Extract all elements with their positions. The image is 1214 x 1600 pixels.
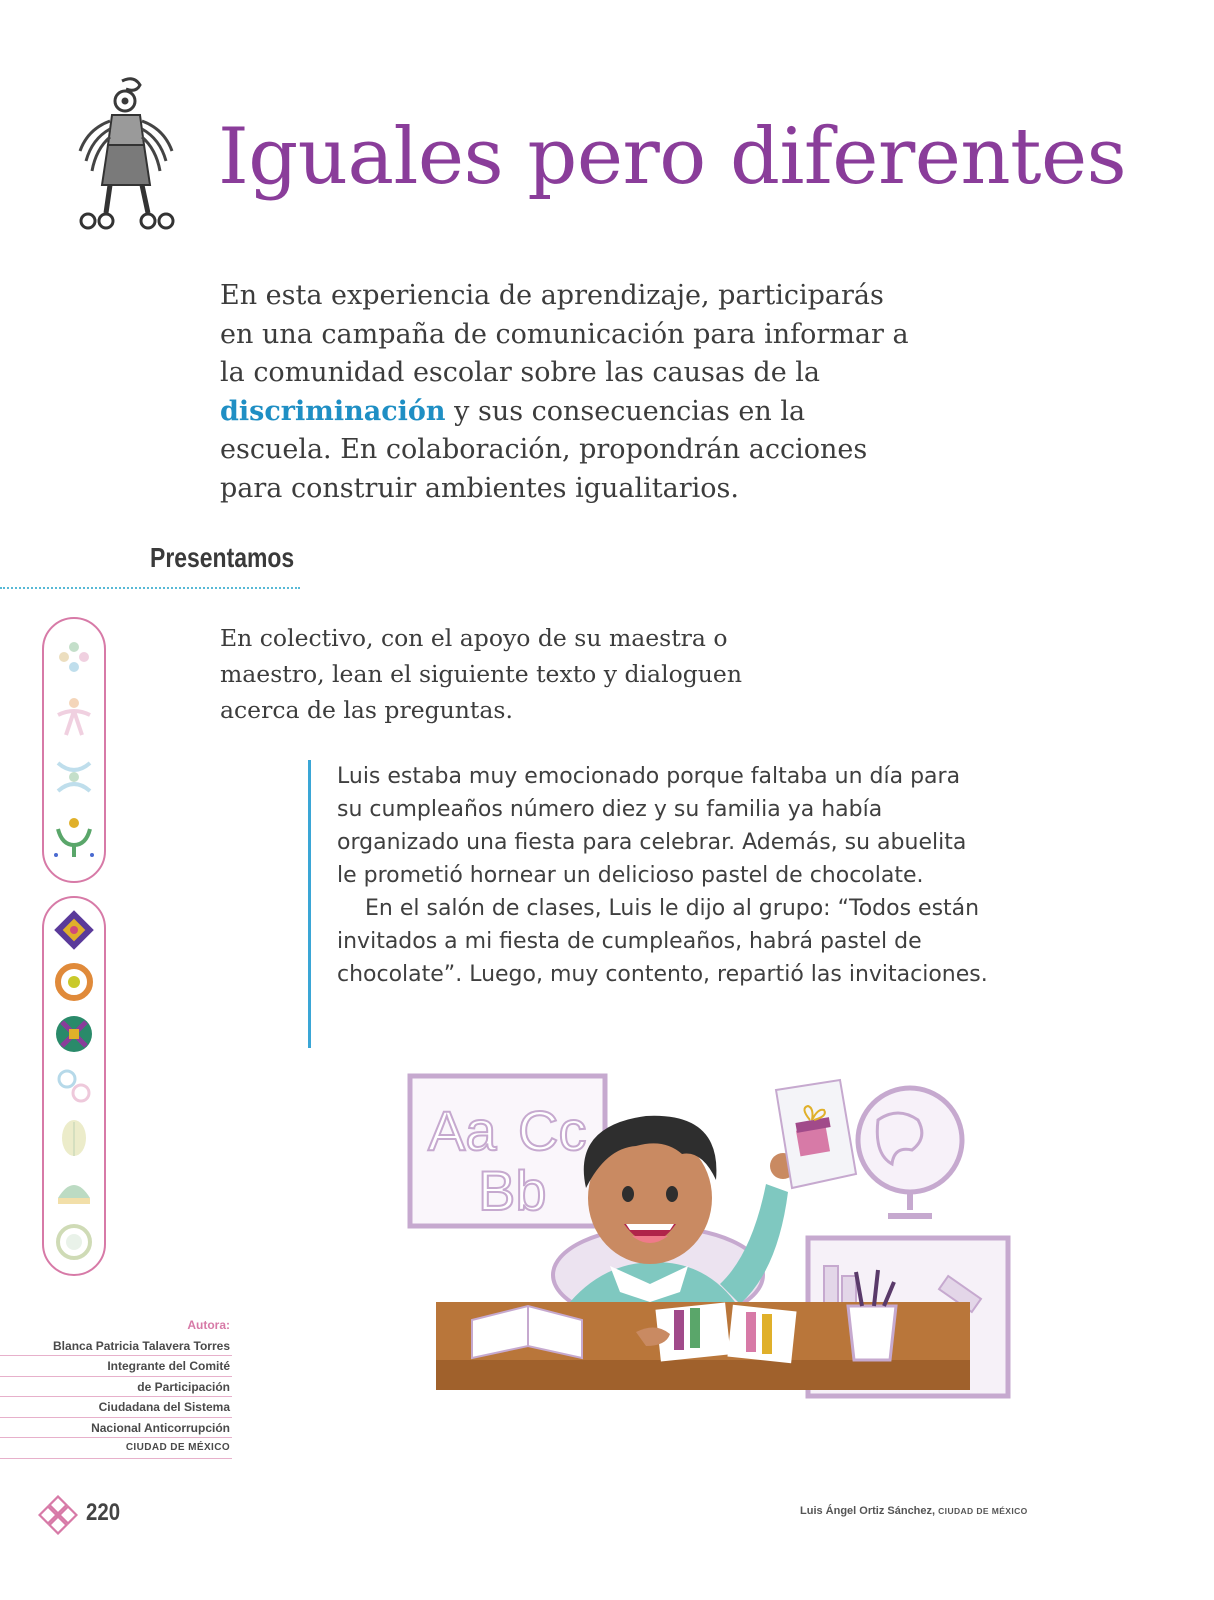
axis-chain-icon [52, 1064, 96, 1108]
axis-rail [42, 896, 106, 1276]
page-title: Iguales pero diferentes [218, 112, 1127, 202]
axis-dome-icon [52, 1168, 96, 1212]
page-number: 220 [86, 1499, 121, 1526]
author-name: Blanca Patricia Talavera Torres [0, 1336, 232, 1357]
intro-paragraph [220, 277, 920, 508]
story-paragraph: Luis estaba muy emocionado porque faltaba un día para su cumpleaños número diez y su familia ya había organizado una fiesta para celebrar. Además, su abuelita le prometió hornear un delicioso pastel de chocolate. [337, 764, 967, 888]
section-title: Presentamos [150, 542, 295, 573]
field-person-icon [52, 815, 96, 859]
section-divider [0, 587, 300, 589]
cross-pattern-icon [38, 1495, 78, 1535]
globe [858, 1088, 962, 1192]
author-role: Ciudadana del Sistema [0, 1397, 232, 1418]
axis-leaf-icon [52, 1116, 96, 1160]
glossary-link-discriminacion[interactable]: discriminación [220, 395, 446, 427]
story-paragraph: En el salón de clases, Luis le dijo al grupo: “Todos están invitados a mi fiesta de cumpleaños, habrá pastel de chocolate”. Luego, muy contento, repartió las invitaciones. [337, 896, 988, 987]
axis-square-icon [52, 1012, 96, 1056]
field-dots-icon [52, 635, 96, 679]
board-letters-bb: Bb [478, 1159, 547, 1222]
field-rail [42, 617, 106, 883]
intro-text-start: En esta experiencia de aprendizaje, participarás en una campaña de comunicación para informar a la comunidad escolar sobre las causas de la [220, 280, 909, 388]
axis-circle-icon [52, 1220, 96, 1264]
author-role: Integrante del Comité [0, 1356, 232, 1377]
pencil-cup [848, 1306, 896, 1360]
illustrator-location: CIUDAD DE MÉXICO [938, 1506, 1028, 1516]
field-figure-icon [52, 695, 96, 739]
illustration-credit [800, 1505, 1028, 1517]
intro-text-end: y sus consecuencias en la escuela. En colaboración, propondrán acciones para construir ambientes igualitarios. [220, 395, 868, 504]
author-credits [0, 1315, 232, 1459]
author-role: Nacional Anticorrupción [0, 1418, 232, 1439]
aztec-deity-icon [70, 75, 180, 235]
author-location: CIUDAD DE MÉXICO [0, 1438, 232, 1459]
axis-ring-icon [52, 960, 96, 1004]
author-label: Autora: [187, 1318, 230, 1332]
field-link-icon [52, 755, 96, 799]
board-letters-aa: Aa [428, 1099, 497, 1162]
classroom-illustration [400, 1070, 1020, 1400]
board-letters-cc: Cc [518, 1099, 587, 1162]
illustrator-name: Luis Ángel Ortiz Sánchez, [800, 1505, 936, 1517]
author-role: de Participación [0, 1377, 232, 1398]
story-box [308, 760, 988, 1048]
instructions-text: En colectivo, con el apoyo de su maestra o maestro, lean el siguiente texto y dialoguen acerca de las preguntas. [220, 624, 742, 724]
axis-diamond-icon [52, 908, 96, 952]
